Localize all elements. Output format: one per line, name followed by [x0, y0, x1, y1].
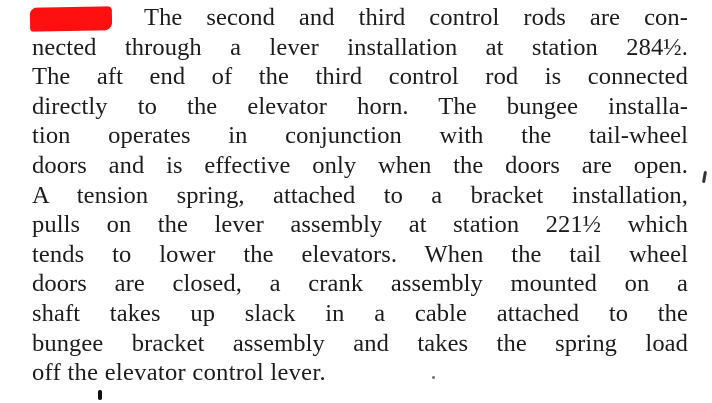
scan-artifact-mark	[98, 390, 102, 400]
paragraph-line: tends to lower the elevators. When the tail wheel	[32, 240, 688, 268]
paragraph-line: nected through a lever installation at station 284½.	[32, 33, 688, 61]
paragraph-line: bungee bracket assembly and takes the spring load	[32, 329, 688, 357]
paragraph-line: doors are closed, a crank assembly mounted on a	[32, 270, 688, 298]
scan-artifact-mark	[702, 171, 707, 183]
scan-artifact-dot	[432, 376, 435, 379]
paragraph-line-last: off the elevator control lever.	[32, 359, 326, 387]
paragraph-line: doors and is effective only when the doors are open.	[32, 151, 688, 179]
paragraph-line: pulls on the lever assembly at station 221½ which	[32, 211, 688, 239]
paragraph-line: A tension spring, attached to a bracket installation,	[32, 181, 688, 209]
paragraph-line: shaft takes up slack in a cable attached to the	[32, 299, 688, 327]
paragraph-line: directly to the elevator horn. The bungee installa-	[32, 92, 688, 120]
document-paragraph	[32, 3, 688, 388]
paragraph-line: The aft end of the third control rod is connected	[32, 63, 688, 91]
paragraph-line: tion operates in conjunction with the tail-wheel	[32, 122, 688, 150]
paragraph-line: The second and third control rods are con-	[144, 4, 688, 31]
